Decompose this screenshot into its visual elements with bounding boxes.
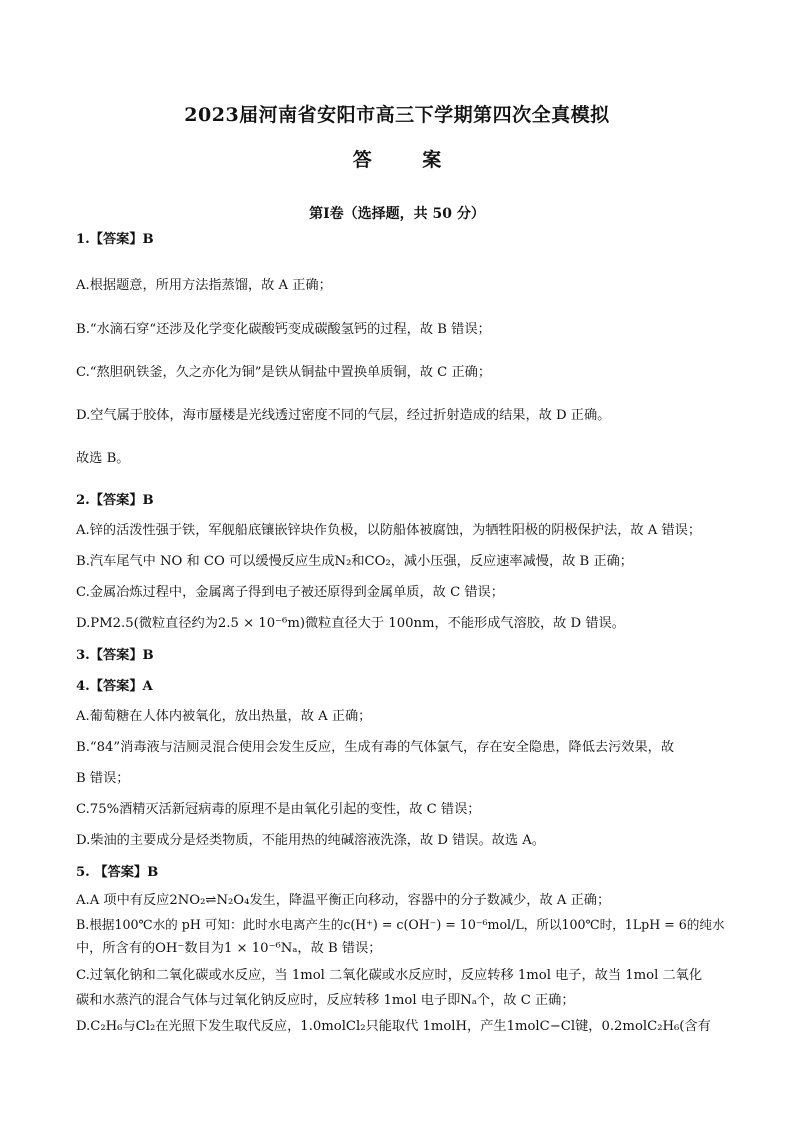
text-line: B.“水滴石穿“还涉及化学变化碳酸钙变成碳酸氢钙的过程，故 B 错误；	[76, 322, 491, 337]
text-line: A.A 项中有反应2NO₂⇌N₂O₄发生，降温平衡正向移动，容器中的分子数减少，故 A 正确；	[76, 893, 611, 908]
text-line: D.PM2.5(微粒直径约为2.5 × 10⁻⁶m)微粒直径大于 100nm，不能形成气溶胶，故 D 错误。	[76, 616, 625, 631]
section-heading: 第Ⅰ卷（选择题，共 50 分）	[309, 206, 485, 222]
document-title: 2023届河南省安阳市高三下学期第四次全真模拟	[184, 104, 610, 126]
text-line: A.锌的活泼性强于铁，军舰船底镶嵌锌块作负极，以防船体被腐蚀，为牺牲阳极的阴极保护法，故 A 错误；	[76, 523, 702, 538]
answer-line: 5. 【答案】B	[76, 865, 159, 880]
text-line: B.“84”消毒液与洁厕灵混合使用会发生反应，生成有毒的气体氯气，存在安全隐患，降低去污效果，故	[76, 740, 675, 755]
text-line: D.柴油的主要成分是烃类物质，不能用热的纯碱溶液洗涤，故 D 错误。故选 A。	[76, 833, 545, 848]
answer-line: 2.【答案】B	[76, 493, 154, 508]
text-line: C.过氧化钠和二氧化碳或水反应，当 1mol 二氧化碳或水反应时，反应转移 1mol 电子，故当 1mol 二氧化	[76, 968, 703, 983]
text-line: C.金属冶炼过程中，金属离子得到电子被还原得到金属单质，故 C 错误；	[76, 585, 504, 600]
answer-line: 1.【答案】B	[76, 232, 154, 247]
text-line: B.根据100℃水的 pH 可知：此时水电离产生的c(H⁺) = c(OH⁻) = 10⁻⁶mol/L，所以100℃时，1LpH = 6的纯水	[76, 917, 725, 932]
text-line: D.空气属于胶体，海市蜃楼是光线透过密度不同的气层，经过折射造成的结果，故 D 正确。	[76, 408, 611, 423]
text-line: 故选 B。	[76, 451, 130, 466]
text-line: 中，所含有的OH⁻数目为1 × 10⁻⁶Nₐ，故 B 错误；	[76, 941, 382, 956]
text-line: B.汽车尾气中 NO 和 CO 可以缓慢反应生成N₂和CO₂，减小压强，反应速率减慢，故 B 正确；	[76, 554, 633, 569]
text-line: D.C₂H₆与Cl₂在光照下发生取代反应，1.0molCl₂只能取代 1molH，产生1molC−Cl键，0.2molC₂H₆(含有	[76, 1019, 711, 1034]
document-subtitle: 答 案	[352, 149, 464, 171]
text-line: C.“熬胆矾铁釜，久之亦化为铜”是铁从铜盐中置换单质铜，故 C 正确；	[76, 365, 492, 380]
text-line: C.75%酒精灭活新冠病毒的原理不是由氧化引起的变性，故 C 错误；	[76, 802, 481, 817]
text-line: 碳和水蒸汽的混合气体与过氧化钠反应时，反应转移 1mol 电子即Nₐ个，故 C 正确；	[76, 993, 575, 1008]
text-line: A.根据题意，所用方法指蒸馏，故 A 正确；	[76, 278, 332, 293]
text-line: B 错误；	[76, 771, 130, 786]
text-line: A.葡萄糖在人体内被氧化，放出热量，故 A 正确；	[76, 709, 372, 724]
answer-line: 4.【答案】A	[76, 679, 153, 694]
answer-line: 3.【答案】B	[76, 648, 154, 663]
